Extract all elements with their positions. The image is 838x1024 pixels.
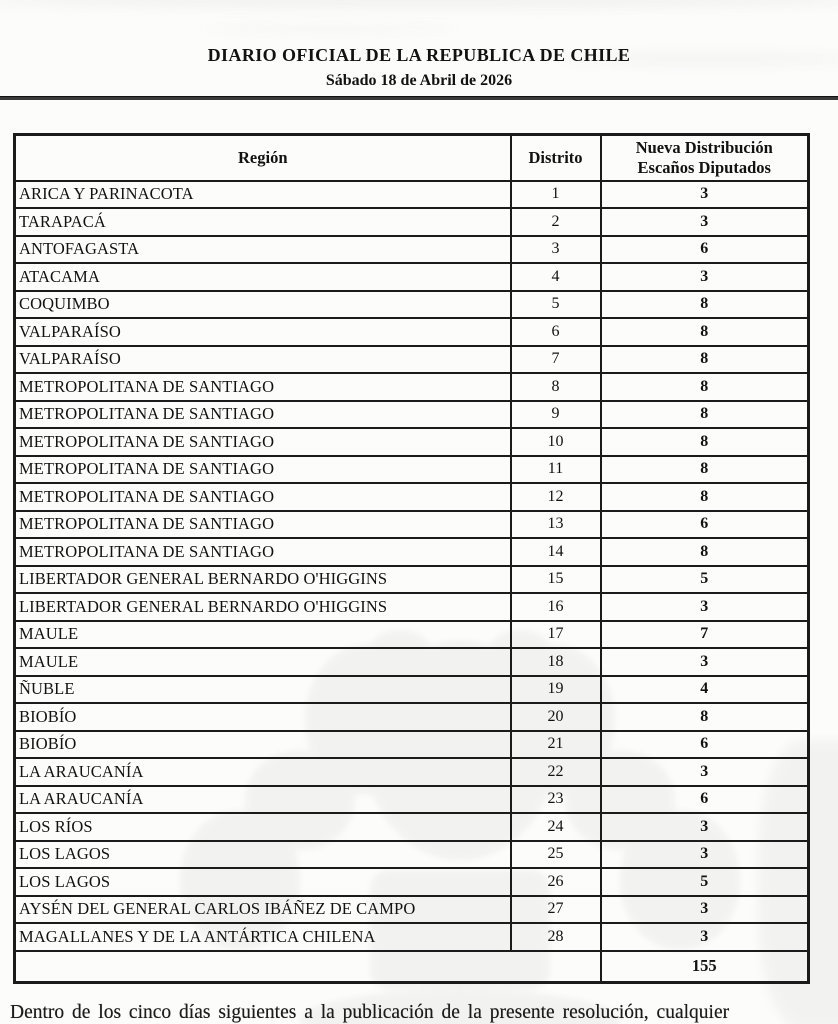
table-header-row bbox=[15, 135, 809, 181]
table-row bbox=[15, 676, 809, 704]
region-cell: METROPOLITANA DE SANTIAGO bbox=[15, 511, 511, 539]
table-row bbox=[15, 786, 809, 814]
district-cell: 9 bbox=[511, 401, 601, 429]
region-cell: METROPOLITANA DE SANTIAGO bbox=[15, 401, 511, 429]
seats-cell: 8 bbox=[601, 428, 809, 456]
region-cell: METROPOLITANA DE SANTIAGO bbox=[15, 483, 511, 511]
district-cell: 4 bbox=[511, 263, 601, 291]
total-row bbox=[15, 951, 809, 983]
seats-cell: 6 bbox=[601, 731, 809, 759]
table-row bbox=[15, 731, 809, 759]
district-cell: 26 bbox=[511, 868, 601, 896]
body-paragraph-clipped: Dentro de los cinco días siguientes a la publicación de la presente resolución, cualquier bbox=[10, 1002, 730, 1023]
table-row bbox=[15, 401, 809, 429]
region-cell: LA ARAUCANÍA bbox=[15, 758, 511, 786]
table-row bbox=[15, 593, 809, 621]
region-cell: LOS RÍOS bbox=[15, 813, 511, 841]
region-cell: MAGALLANES Y DE LA ANTÁRTICA CHILENA bbox=[15, 923, 511, 951]
region-cell: METROPOLITANA DE SANTIAGO bbox=[15, 428, 511, 456]
region-cell: AYSÉN DEL GENERAL CARLOS IBÁÑEZ DE CAMPO bbox=[15, 896, 511, 924]
seats-cell: 5 bbox=[601, 868, 809, 896]
seats-cell: 3 bbox=[601, 648, 809, 676]
table-row bbox=[15, 566, 809, 594]
table-header bbox=[15, 135, 809, 181]
table-row bbox=[15, 373, 809, 401]
region-cell: LIBERTADOR GENERAL BERNARDO O'HIGGINS bbox=[15, 593, 511, 621]
region-cell: LOS LAGOS bbox=[15, 868, 511, 896]
seats-cell: 3 bbox=[601, 758, 809, 786]
seats-cell: 8 bbox=[601, 483, 809, 511]
masthead-rule bbox=[0, 96, 838, 100]
seats-cell: 8 bbox=[601, 318, 809, 346]
district-cell: 3 bbox=[511, 236, 601, 264]
table-row bbox=[15, 703, 809, 731]
table-row bbox=[15, 841, 809, 869]
district-cell: 5 bbox=[511, 291, 601, 319]
table-row bbox=[15, 318, 809, 346]
table-row bbox=[15, 923, 809, 951]
district-cell: 1 bbox=[511, 181, 601, 209]
region-cell: VALPARAÍSO bbox=[15, 346, 511, 374]
seats-cell: 8 bbox=[601, 346, 809, 374]
table-row bbox=[15, 621, 809, 649]
table-row bbox=[15, 758, 809, 786]
seats-cell: 4 bbox=[601, 676, 809, 704]
header-region: Región bbox=[15, 135, 511, 181]
region-cell: BIOBÍO bbox=[15, 703, 511, 731]
seats-cell: 8 bbox=[601, 456, 809, 484]
seats-cell: 3 bbox=[601, 813, 809, 841]
seats-cell: 6 bbox=[601, 786, 809, 814]
seats-cell: 3 bbox=[601, 593, 809, 621]
district-cell: 22 bbox=[511, 758, 601, 786]
district-cell: 14 bbox=[511, 538, 601, 566]
scan-noise bbox=[200, 24, 460, 34]
district-cell: 15 bbox=[511, 566, 601, 594]
table-footer bbox=[15, 951, 809, 983]
seats-cell: 3 bbox=[601, 923, 809, 951]
region-cell: METROPOLITANA DE SANTIAGO bbox=[15, 538, 511, 566]
seats-cell: 3 bbox=[601, 841, 809, 869]
region-cell: TARAPACÁ bbox=[15, 208, 511, 236]
district-cell: 28 bbox=[511, 923, 601, 951]
district-cell: 27 bbox=[511, 896, 601, 924]
district-cell: 7 bbox=[511, 346, 601, 374]
table-row bbox=[15, 511, 809, 539]
seats-cell: 8 bbox=[601, 373, 809, 401]
table-row bbox=[15, 483, 809, 511]
district-cell: 18 bbox=[511, 648, 601, 676]
region-cell: COQUIMBO bbox=[15, 291, 511, 319]
gazette-date: Sábado 18 de Abril de 2026 bbox=[325, 72, 513, 89]
region-cell: VALPARAÍSO bbox=[15, 318, 511, 346]
table-row bbox=[15, 538, 809, 566]
district-cell: 20 bbox=[511, 703, 601, 731]
region-cell: ATACAMA bbox=[15, 263, 511, 291]
seats-cell: 8 bbox=[601, 538, 809, 566]
header-distribution bbox=[601, 135, 809, 181]
scan-noise bbox=[0, 0, 838, 8]
table-row bbox=[15, 236, 809, 264]
district-cell: 24 bbox=[511, 813, 601, 841]
table-row bbox=[15, 428, 809, 456]
region-cell: ARICA Y PARINACOTA bbox=[15, 181, 511, 209]
region-cell: ÑUBLE bbox=[15, 676, 511, 704]
header-distribution-line1: Nueva Distribución bbox=[635, 138, 773, 158]
seat-distribution-table-wrap bbox=[13, 133, 810, 984]
region-cell: METROPOLITANA DE SANTIAGO bbox=[15, 373, 511, 401]
seats-cell: 3 bbox=[601, 263, 809, 291]
table-row bbox=[15, 896, 809, 924]
region-cell: LOS LAGOS bbox=[15, 841, 511, 869]
district-cell: 8 bbox=[511, 373, 601, 401]
district-cell: 12 bbox=[511, 483, 601, 511]
table-row bbox=[15, 181, 809, 209]
region-cell: MAULE bbox=[15, 621, 511, 649]
district-cell: 17 bbox=[511, 621, 601, 649]
seats-cell: 3 bbox=[601, 181, 809, 209]
seats-cell: 8 bbox=[601, 291, 809, 319]
district-cell: 10 bbox=[511, 428, 601, 456]
district-cell: 11 bbox=[511, 456, 601, 484]
header-distribution-line2: Escaños Diputados bbox=[637, 157, 771, 177]
district-cell: 19 bbox=[511, 676, 601, 704]
masthead bbox=[0, 44, 838, 92]
district-cell: 6 bbox=[511, 318, 601, 346]
seat-distribution-table bbox=[13, 133, 810, 984]
table-row bbox=[15, 813, 809, 841]
seats-cell: 8 bbox=[601, 703, 809, 731]
region-cell: BIOBÍO bbox=[15, 731, 511, 759]
table-row bbox=[15, 291, 809, 319]
district-cell: 2 bbox=[511, 208, 601, 236]
total-label-cell bbox=[15, 951, 601, 983]
seats-cell: 8 bbox=[601, 401, 809, 429]
table-row bbox=[15, 648, 809, 676]
region-cell: LIBERTADOR GENERAL BERNARDO O'HIGGINS bbox=[15, 566, 511, 594]
district-cell: 16 bbox=[511, 593, 601, 621]
table-row bbox=[15, 346, 809, 374]
seats-cell: 6 bbox=[601, 236, 809, 264]
region-cell: MAULE bbox=[15, 648, 511, 676]
header-district: Distrito bbox=[511, 135, 601, 181]
table-body bbox=[15, 181, 809, 951]
seats-cell: 7 bbox=[601, 621, 809, 649]
seats-cell: 6 bbox=[601, 511, 809, 539]
district-cell: 21 bbox=[511, 731, 601, 759]
region-cell: ANTOFAGASTA bbox=[15, 236, 511, 264]
table-row bbox=[15, 263, 809, 291]
table-row bbox=[15, 456, 809, 484]
seats-cell: 5 bbox=[601, 566, 809, 594]
table-row bbox=[15, 208, 809, 236]
table-row bbox=[15, 868, 809, 896]
seats-cell: 3 bbox=[601, 208, 809, 236]
total-seats-cell: 155 bbox=[601, 951, 809, 983]
gazette-title: DIARIO OFICIAL DE LA REPUBLICA DE CHILE bbox=[207, 45, 631, 65]
region-cell: LA ARAUCANÍA bbox=[15, 786, 511, 814]
seats-cell: 3 bbox=[601, 896, 809, 924]
district-cell: 25 bbox=[511, 841, 601, 869]
region-cell: METROPOLITANA DE SANTIAGO bbox=[15, 456, 511, 484]
district-cell: 23 bbox=[511, 786, 601, 814]
district-cell: 13 bbox=[511, 511, 601, 539]
